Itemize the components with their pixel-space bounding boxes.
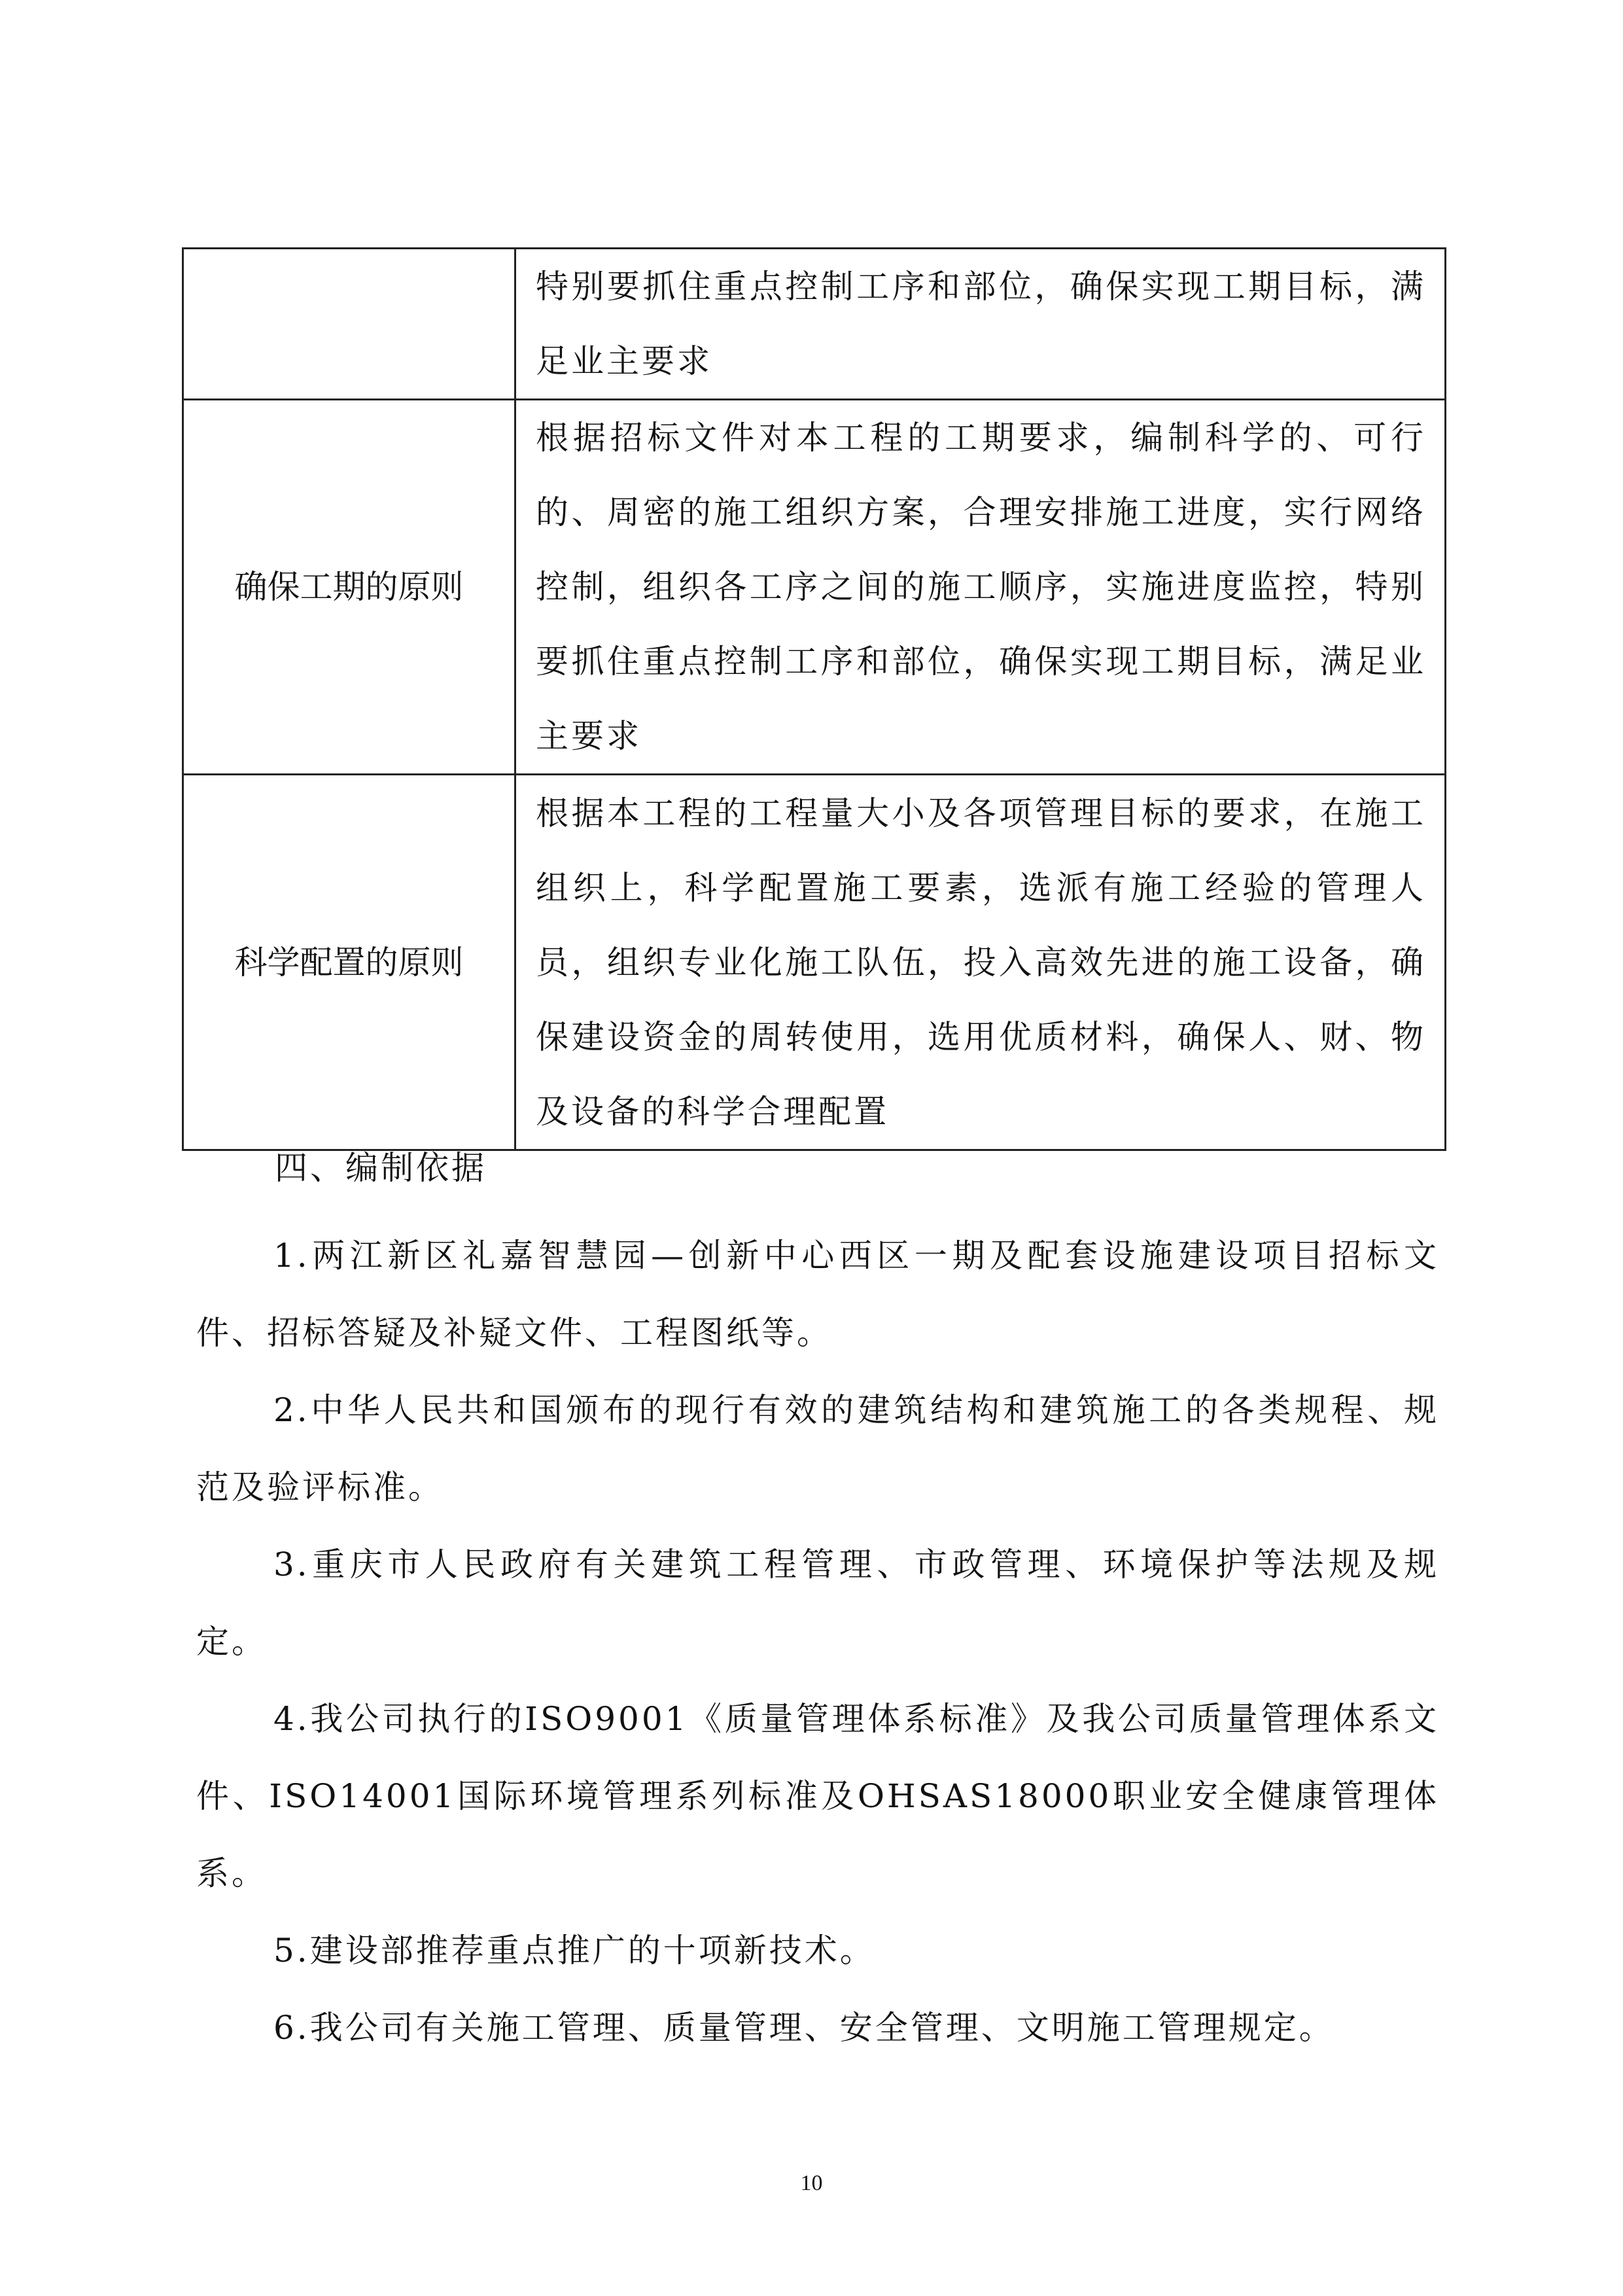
basis-item-5: 5.建设部推荐重点推广的十项新技术。 bbox=[273, 1932, 875, 1969]
basis-item-3: 3.重庆市人民政府有关建筑工程管理、市政管理、环境保护等法规及规定。 bbox=[196, 1545, 1439, 1661]
table-cell-text: 根据招标文件对本工程的工期要求，编制科学的、可行的、周密的施工组织方案，合理安排施工进度，实行网络控制，组织各工序之间的施工顺序，实施进度监控，特别要抓住重点控制工序和部位，确保实现工期目标，满足业主要求 bbox=[515, 400, 1446, 775]
basis-item-6: 6.我公司有关施工管理、质量管理、安全管理、文明施工管理规定。 bbox=[273, 2009, 1335, 2047]
section-heading: 四、编制依据 bbox=[275, 1149, 487, 1187]
basis-item-2: 2.中华人民共和国颁布的现行有效的建筑结构和建筑施工的各类规程、规范及验评标准。 bbox=[196, 1391, 1439, 1506]
table-cell-label: 确保工期的原则 bbox=[183, 400, 515, 775]
page-number: 10 bbox=[800, 2171, 823, 2195]
basis-item-4: 4.我公司执行的ISO9001《质量管理体系标准》及我公司质量管理体系文件、ISO14001国际环境管理系列标准及OHSAS18000职业安全健康管理体系。 bbox=[196, 1700, 1439, 1892]
table-cell-label bbox=[183, 249, 515, 400]
table-cell-text: 特别要抓住重点控制工序和部位，确保实现工期目标，满足业主要求 bbox=[515, 249, 1446, 400]
principles-table bbox=[182, 247, 1446, 1151]
table-cell-text: 根据本工程的工程量大小及各项管理目标的要求，在施工组织上，科学配置施工要素，选派有施工经验的管理人员，组织专业化施工队伍，投入高效先进的施工设备，确保建设资金的周转使用，选用优质材料，确保人、财、物及设备的科学合理配置 bbox=[515, 775, 1446, 1150]
table-row bbox=[183, 400, 1446, 775]
table-row bbox=[183, 775, 1446, 1150]
table-cell-label: 科学配置的原则 bbox=[183, 775, 515, 1150]
basis-item-1: 1.两江新区礼嘉智慧园—创新中心西区一期及配套设施建设项目招标文件、招标答疑及补疑文件、工程图纸等。 bbox=[196, 1237, 1439, 1352]
table-row bbox=[183, 249, 1446, 400]
